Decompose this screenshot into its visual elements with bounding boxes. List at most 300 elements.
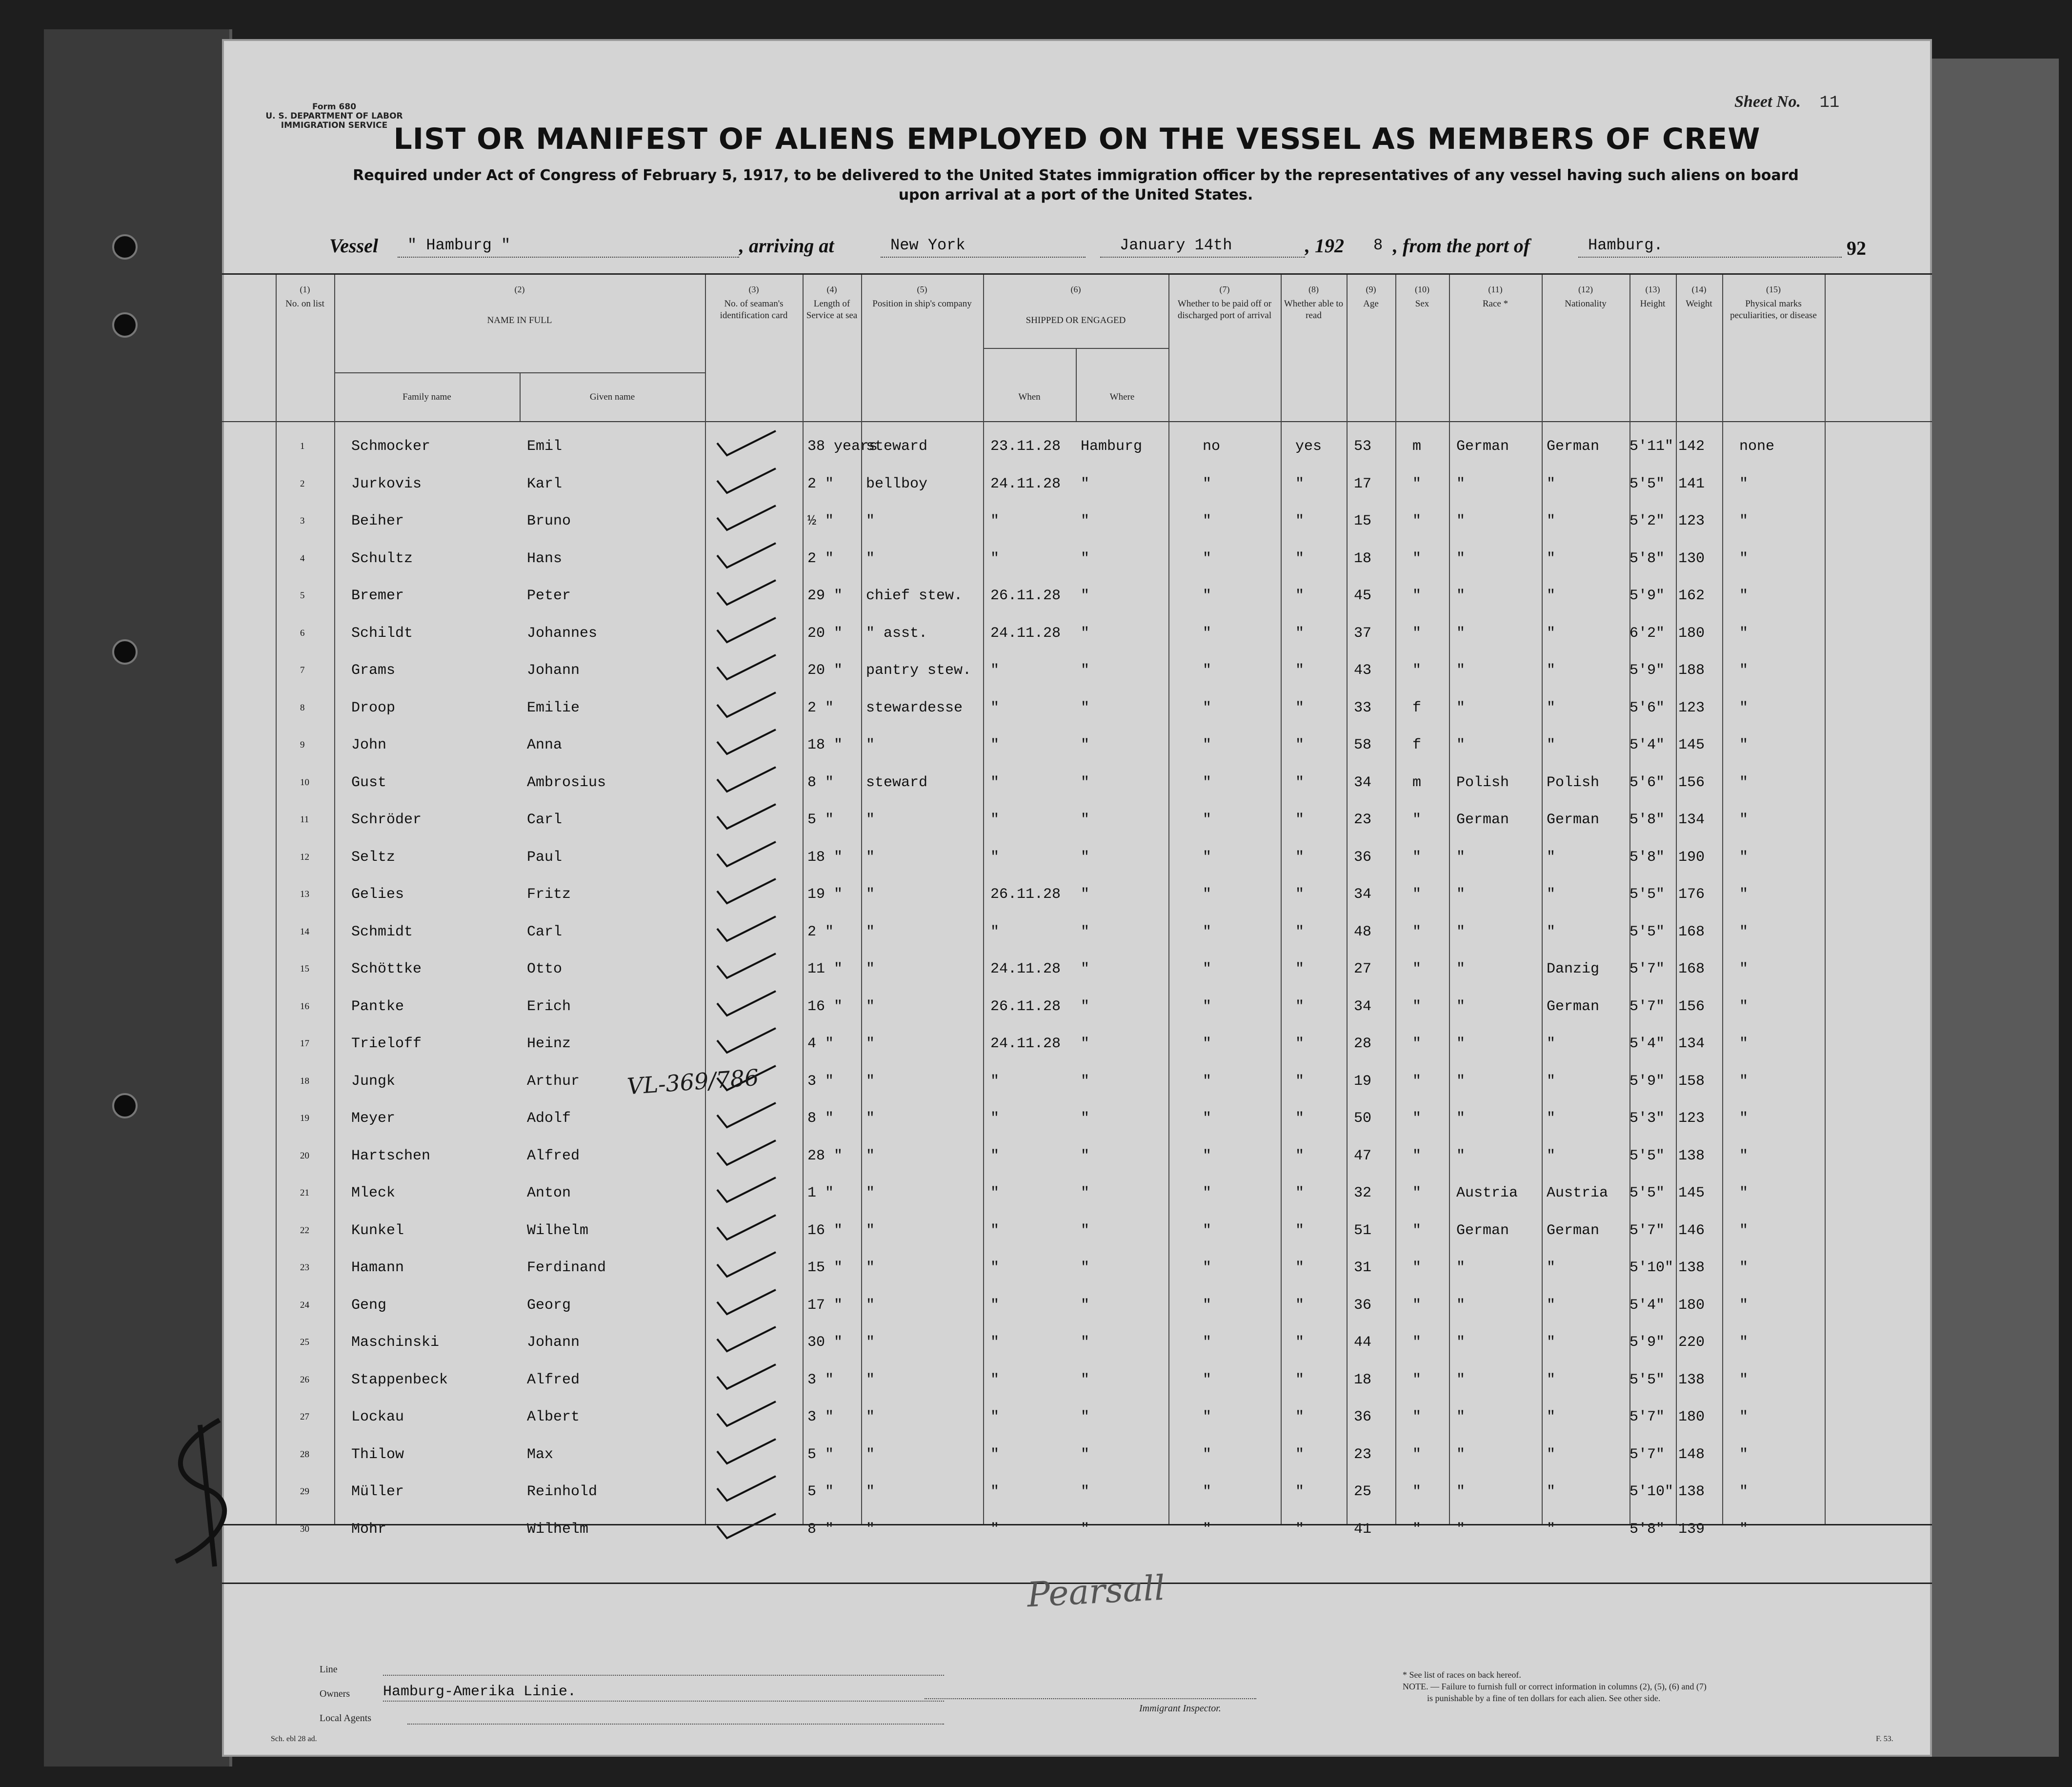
cell-family: Meyer xyxy=(351,1110,396,1127)
cell-family: Gelies xyxy=(351,886,404,903)
cell-where: " xyxy=(1081,1446,1090,1463)
cell-given: Alfred xyxy=(527,1371,580,1388)
cell-height: 5'4" xyxy=(1629,737,1665,753)
cell-height: 5'5" xyxy=(1629,1371,1665,1388)
cell-paid: no xyxy=(1203,438,1221,455)
cell-nationality: " xyxy=(1547,1483,1556,1500)
cell-given: Max xyxy=(527,1446,554,1463)
cell-age: 36 xyxy=(1354,849,1372,866)
header-label: Sex xyxy=(1415,299,1429,309)
vessel-rule xyxy=(398,257,739,258)
cell-family: Geng xyxy=(351,1297,387,1314)
header-c3 xyxy=(705,275,803,421)
footer-note xyxy=(1403,1669,1891,1704)
cell-nationality: " xyxy=(1547,1259,1556,1276)
cell-sex: " xyxy=(1412,961,1422,977)
cell-marks: " xyxy=(1739,1371,1749,1388)
checkmark-icon xyxy=(715,1362,778,1391)
row-number: 7 xyxy=(300,665,305,675)
arrival-date: January 14th xyxy=(1120,236,1232,254)
cell-height: 5'7" xyxy=(1629,1409,1665,1425)
cell-read: " xyxy=(1295,1483,1305,1500)
cell-position: " xyxy=(866,1483,875,1500)
column-divider xyxy=(1825,275,1826,1524)
cell-read: " xyxy=(1295,513,1305,529)
cell-weight: 180 xyxy=(1678,1297,1705,1314)
cell-family: Maschinski xyxy=(351,1334,440,1351)
cell-paid: " xyxy=(1203,1409,1212,1425)
cell-given: Georg xyxy=(527,1297,571,1314)
cell-service: 2 " xyxy=(807,550,834,567)
inspector-label: Immigrant Inspector. xyxy=(1139,1703,1221,1714)
vessel-name: " Hamburg " xyxy=(407,236,511,254)
cell-family: Stappenbeck xyxy=(351,1371,448,1388)
header-label: Nationality xyxy=(1565,299,1607,309)
cell-position: " xyxy=(866,1185,875,1201)
cell-race: " xyxy=(1456,1036,1466,1052)
cell-position: " xyxy=(866,1297,875,1314)
cell-race: " xyxy=(1456,1147,1466,1164)
cell-where: " xyxy=(1081,1371,1090,1388)
cell-nationality: " xyxy=(1547,849,1556,866)
cell-given: Erich xyxy=(527,998,571,1015)
cell-family: Jungk xyxy=(351,1073,396,1090)
cell-height: 5'3" xyxy=(1629,1110,1665,1127)
header-c5 xyxy=(861,275,983,421)
cell-paid: " xyxy=(1203,1147,1212,1164)
cell-service: 16 " xyxy=(807,998,843,1015)
cell-family: Thilow xyxy=(351,1446,404,1463)
row-number: 5 xyxy=(300,590,305,601)
cell-read: " xyxy=(1295,1147,1305,1164)
cell-weight: 148 xyxy=(1678,1446,1705,1463)
row-number: 9 xyxy=(300,740,305,750)
cell-height: 5'7" xyxy=(1629,961,1665,977)
cell-where: " xyxy=(1081,1297,1090,1314)
header-number: (9) xyxy=(1366,284,1376,294)
cell-given: Otto xyxy=(527,961,563,977)
cell-given: Johann xyxy=(527,1334,580,1351)
cell-sex: " xyxy=(1412,849,1422,866)
checkmark-icon xyxy=(715,428,778,458)
cell-weight: 123 xyxy=(1678,699,1705,716)
cell-given: Johann xyxy=(527,662,580,679)
cell-marks: none xyxy=(1739,438,1775,455)
cell-height: 5'8" xyxy=(1629,812,1665,828)
row-number: 18 xyxy=(300,1076,309,1086)
cell-marks: " xyxy=(1739,1222,1749,1239)
cell-where: " xyxy=(1081,1521,1090,1538)
cell-age: 34 xyxy=(1354,774,1372,791)
cell-weight: 145 xyxy=(1678,1185,1705,1201)
cell-given: Emil xyxy=(527,438,563,455)
cell-position: " xyxy=(866,886,875,903)
note-races: * See list of races on back hereof. xyxy=(1403,1670,1521,1680)
cell-nationality: " xyxy=(1547,699,1556,716)
cell-given: Bruno xyxy=(527,513,571,529)
cell-family: Schultz xyxy=(351,550,413,567)
row-number: 29 xyxy=(300,1486,309,1497)
departure-port: Hamburg. xyxy=(1588,236,1663,254)
column-divider xyxy=(276,275,277,1524)
cell-service: 30 " xyxy=(807,1334,843,1351)
cell-read: " xyxy=(1295,998,1305,1015)
row-number: 14 xyxy=(300,926,309,937)
where-header: Where xyxy=(1109,392,1135,402)
cell-family: Hamann xyxy=(351,1259,404,1276)
cell-sex: " xyxy=(1412,1297,1422,1314)
year-label: , 192 xyxy=(1305,235,1344,257)
cell-age: 37 xyxy=(1354,625,1372,642)
header-number: (4) xyxy=(826,284,837,294)
checkmark-icon xyxy=(715,1250,778,1279)
header-number: (3) xyxy=(748,284,759,294)
checkmark-icon xyxy=(715,727,778,756)
cell-nationality: German xyxy=(1547,812,1600,828)
cell-marks: " xyxy=(1739,1334,1749,1351)
cell-height: 5'9" xyxy=(1629,1073,1665,1090)
cell-service: 2 " xyxy=(807,923,834,940)
cell-marks: " xyxy=(1739,699,1749,716)
cell-marks: " xyxy=(1739,1409,1749,1425)
cell-age: 28 xyxy=(1354,1036,1372,1052)
page-subtitle xyxy=(320,166,1832,205)
cell-family: Hartschen xyxy=(351,1147,431,1164)
cell-when: 24.11.28 xyxy=(990,625,1061,642)
column-divider xyxy=(1676,275,1677,1524)
cell-where: " xyxy=(1081,923,1090,940)
row-number: 1 xyxy=(300,441,305,451)
cell-weight: 134 xyxy=(1678,812,1705,828)
header-label: Weight xyxy=(1686,299,1712,309)
margin-scribble xyxy=(146,1415,254,1571)
form-number: Form 680 xyxy=(312,102,357,112)
cell-height: 5'9" xyxy=(1629,588,1665,604)
cell-race: " xyxy=(1456,886,1466,903)
cell-marks: " xyxy=(1739,849,1749,866)
cell-paid: " xyxy=(1203,513,1212,529)
cell-sex: " xyxy=(1412,625,1422,642)
cell-marks: " xyxy=(1739,1147,1749,1164)
row-number: 26 xyxy=(300,1374,309,1385)
cell-paid: " xyxy=(1203,699,1212,716)
cell-service: 38 years xyxy=(807,438,878,455)
binder-hole xyxy=(112,1093,138,1118)
header-number: (11) xyxy=(1488,284,1503,294)
cell-position: " xyxy=(866,812,875,828)
cell-when: " xyxy=(990,1259,1000,1276)
cell-marks: " xyxy=(1739,1446,1749,1463)
cell-read: " xyxy=(1295,662,1305,679)
cell-sex: " xyxy=(1412,588,1422,604)
row-number: 30 xyxy=(300,1523,309,1534)
cell-service: 3 " xyxy=(807,1371,834,1388)
cell-read: yes xyxy=(1295,438,1322,455)
cell-where: " xyxy=(1081,588,1090,604)
cell-marks: " xyxy=(1739,774,1749,791)
cell-race: " xyxy=(1456,1334,1466,1351)
cell-when: " xyxy=(990,1409,1000,1425)
checkmark-icon xyxy=(715,1213,778,1242)
cell-family: Schmocker xyxy=(351,438,431,455)
row-number: 12 xyxy=(300,852,309,862)
cell-position: " xyxy=(866,1110,875,1127)
row-number: 2 xyxy=(300,478,305,489)
cell-age: 48 xyxy=(1354,923,1372,940)
cell-where: " xyxy=(1081,1147,1090,1164)
cell-when: " xyxy=(990,550,1000,567)
cell-sex: m xyxy=(1412,438,1422,455)
row-number: 17 xyxy=(300,1038,309,1049)
cell-given: Emilie xyxy=(527,699,580,716)
cell-age: 25 xyxy=(1354,1483,1372,1500)
checkmark-icon xyxy=(715,1138,778,1167)
cell-age: 43 xyxy=(1354,662,1372,679)
cell-family: Schildt xyxy=(351,625,413,642)
cell-race: German xyxy=(1456,1222,1509,1239)
cell-sex: " xyxy=(1412,513,1422,529)
cell-service: 2 " xyxy=(807,475,834,492)
cell-service: 18 " xyxy=(807,849,843,866)
cell-age: 34 xyxy=(1354,998,1372,1015)
header-c14 xyxy=(1676,275,1722,421)
cell-when: " xyxy=(990,1147,1000,1164)
cell-height: 5'9" xyxy=(1629,1334,1665,1351)
cell-height: 5'5" xyxy=(1629,886,1665,903)
cell-where: " xyxy=(1081,1036,1090,1052)
cell-weight: 139 xyxy=(1678,1521,1705,1538)
cell-when: " xyxy=(990,1334,1000,1351)
cell-where: " xyxy=(1081,998,1090,1015)
cell-sex: " xyxy=(1412,1185,1422,1201)
cell-sex: " xyxy=(1412,812,1422,828)
cell-sex: " xyxy=(1412,1036,1422,1052)
printer-code: Sch. ebl 28 ad. xyxy=(271,1735,317,1743)
cell-given: Wilhelm xyxy=(527,1521,589,1538)
cell-where: " xyxy=(1081,1259,1090,1276)
cell-read: " xyxy=(1295,625,1305,642)
cell-when: " xyxy=(990,1446,1000,1463)
header-number: (14) xyxy=(1691,284,1707,294)
cell-age: 47 xyxy=(1354,1147,1372,1164)
cell-where: " xyxy=(1081,1222,1090,1239)
cell-read: " xyxy=(1295,1297,1305,1314)
header-number: (2) xyxy=(514,284,525,294)
cell-when: " xyxy=(990,1297,1000,1314)
cell-family: John xyxy=(351,737,387,753)
cell-paid: " xyxy=(1203,961,1212,977)
header-label: SHIPPED OR ENGAGED xyxy=(1026,315,1126,325)
cell-where: " xyxy=(1081,737,1090,753)
cell-race: " xyxy=(1456,699,1466,716)
checkmark-icon xyxy=(715,1287,778,1317)
header-number: (13) xyxy=(1645,284,1660,294)
cell-paid: " xyxy=(1203,849,1212,866)
cell-sex: " xyxy=(1412,923,1422,940)
cell-weight: 180 xyxy=(1678,1409,1705,1425)
cell-weight: 168 xyxy=(1678,923,1705,940)
row-number: 24 xyxy=(300,1300,309,1310)
cell-service: 28 " xyxy=(807,1147,843,1164)
cell-sex: " xyxy=(1412,1259,1422,1276)
cell-read: " xyxy=(1295,1521,1305,1538)
cell-age: 19 xyxy=(1354,1073,1372,1090)
cell-when: 26.11.28 xyxy=(990,998,1061,1015)
cell-when: " xyxy=(990,1110,1000,1127)
cell-age: 18 xyxy=(1354,1371,1372,1388)
cell-given: Reinhold xyxy=(527,1483,598,1500)
row-number: 3 xyxy=(300,516,305,526)
local-agents-label: Local Agents xyxy=(320,1713,372,1724)
cell-service: 15 " xyxy=(807,1259,843,1276)
cell-nationality: German xyxy=(1547,1222,1600,1239)
cell-weight: 156 xyxy=(1678,998,1705,1015)
cell-weight: 180 xyxy=(1678,625,1705,642)
cell-race: " xyxy=(1456,588,1466,604)
cell-nationality: " xyxy=(1547,923,1556,940)
cell-sex: " xyxy=(1412,550,1422,567)
cell-position: " xyxy=(866,961,875,977)
cell-read: " xyxy=(1295,1073,1305,1090)
cell-weight: 190 xyxy=(1678,849,1705,866)
cell-age: 33 xyxy=(1354,699,1372,716)
cell-service: 11 " xyxy=(807,961,843,977)
cell-service: 29 " xyxy=(807,588,843,604)
cell-marks: " xyxy=(1739,475,1749,492)
line-rule xyxy=(383,1675,944,1676)
cell-position: " xyxy=(866,1409,875,1425)
checkmark-icon xyxy=(715,541,778,570)
header-label: NAME IN FULL xyxy=(487,315,552,325)
column-divider xyxy=(334,275,335,1524)
cell-family: Schöttke xyxy=(351,961,422,977)
cell-race: " xyxy=(1456,1483,1466,1500)
cell-when: " xyxy=(990,1371,1000,1388)
cell-sex: " xyxy=(1412,1371,1422,1388)
cell-marks: " xyxy=(1739,1185,1749,1201)
checkmark-icon xyxy=(715,1026,778,1055)
row-number: 4 xyxy=(300,553,305,564)
cell-family: Schmidt xyxy=(351,923,413,940)
cell-where: " xyxy=(1081,513,1090,529)
checkmark-icon xyxy=(715,615,778,645)
cell-where: " xyxy=(1081,1334,1090,1351)
cell-family: Trieloff xyxy=(351,1036,422,1052)
cell-age: 58 xyxy=(1354,737,1372,753)
cell-given: Carl xyxy=(527,812,563,828)
header-number: (6) xyxy=(1070,284,1081,294)
cell-paid: " xyxy=(1203,1222,1212,1239)
row-number: 16 xyxy=(300,1001,309,1012)
from-port-rule xyxy=(1578,257,1842,258)
checkmark-icon xyxy=(715,765,778,794)
cell-family: Kunkel xyxy=(351,1222,404,1239)
cell-race: " xyxy=(1456,662,1466,679)
cell-paid: " xyxy=(1203,998,1212,1015)
cell-paid: " xyxy=(1203,812,1212,828)
header-c13 xyxy=(1629,275,1676,421)
cell-family: Mohr xyxy=(351,1521,387,1538)
cell-position: " xyxy=(866,513,875,529)
header-number: (7) xyxy=(1219,284,1230,294)
cell-nationality: " xyxy=(1547,1036,1556,1052)
cell-weight: 146 xyxy=(1678,1222,1705,1239)
inspector-rule xyxy=(925,1698,1256,1699)
header-label: Age xyxy=(1363,299,1379,309)
cell-when: " xyxy=(990,1521,1000,1538)
cell-age: 17 xyxy=(1354,475,1372,492)
binder-hole xyxy=(112,639,138,665)
cell-position: " xyxy=(866,737,875,753)
inspector-signature: Pearsall xyxy=(1026,1567,1166,1615)
column-divider xyxy=(1168,275,1169,1524)
cell-position: " xyxy=(866,923,875,940)
checkmark-icon xyxy=(715,1175,778,1204)
cell-weight: 123 xyxy=(1678,513,1705,529)
cell-age: 50 xyxy=(1354,1110,1372,1127)
cell-nationality: " xyxy=(1547,1446,1556,1463)
cell-when: " xyxy=(990,699,1000,716)
cell-weight: 188 xyxy=(1678,662,1705,679)
cell-age: 23 xyxy=(1354,1446,1372,1463)
cell-where: " xyxy=(1081,662,1090,679)
cell-position: " xyxy=(866,550,875,567)
cell-where: " xyxy=(1081,699,1090,716)
cell-read: " xyxy=(1295,1259,1305,1276)
owners-rule xyxy=(383,1701,944,1702)
cell-when: " xyxy=(990,812,1000,828)
cell-read: " xyxy=(1295,1036,1305,1052)
subcolumn-divider xyxy=(1076,348,1077,421)
family-name-header: Family name xyxy=(402,392,451,402)
arriving-label: , arriving at xyxy=(739,235,834,257)
cell-given: Heinz xyxy=(527,1036,571,1052)
header-label: Position in ship's company xyxy=(872,299,972,309)
cell-service: 4 " xyxy=(807,1036,834,1052)
cell-family: Jurkovis xyxy=(351,475,422,492)
cell-nationality: " xyxy=(1547,513,1556,529)
cell-sex: " xyxy=(1412,1409,1422,1425)
header-label: No. of seaman's identification card xyxy=(720,299,788,321)
cell-age: 23 xyxy=(1354,812,1372,828)
checkmark-icon xyxy=(715,989,778,1018)
cell-where: " xyxy=(1081,475,1090,492)
cell-family: Bremer xyxy=(351,588,404,604)
cell-race: " xyxy=(1456,1110,1466,1127)
cell-paid: " xyxy=(1203,1483,1212,1500)
header-number: (8) xyxy=(1308,284,1319,294)
cell-position: stewardesse xyxy=(866,699,963,716)
cell-service: 8 " xyxy=(807,1110,834,1127)
cell-nationality: Austria xyxy=(1547,1185,1609,1201)
cell-age: 45 xyxy=(1354,588,1372,604)
cell-given: Alfred xyxy=(527,1147,580,1164)
cell-paid: " xyxy=(1203,1334,1212,1351)
header-number: (1) xyxy=(300,284,310,294)
cell-nationality: " xyxy=(1547,625,1556,642)
cell-when: " xyxy=(990,849,1000,866)
cell-race: " xyxy=(1456,1073,1466,1090)
manifest-table xyxy=(222,273,1932,1584)
cell-age: 34 xyxy=(1354,886,1372,903)
row-number: 13 xyxy=(300,889,309,899)
cell-height: 5'4" xyxy=(1629,1036,1665,1052)
cell-marks: " xyxy=(1739,1036,1749,1052)
cell-race: " xyxy=(1456,1521,1466,1538)
cell-service: 8 " xyxy=(807,1521,834,1538)
cell-read: " xyxy=(1295,849,1305,866)
row-number: 15 xyxy=(300,964,309,974)
